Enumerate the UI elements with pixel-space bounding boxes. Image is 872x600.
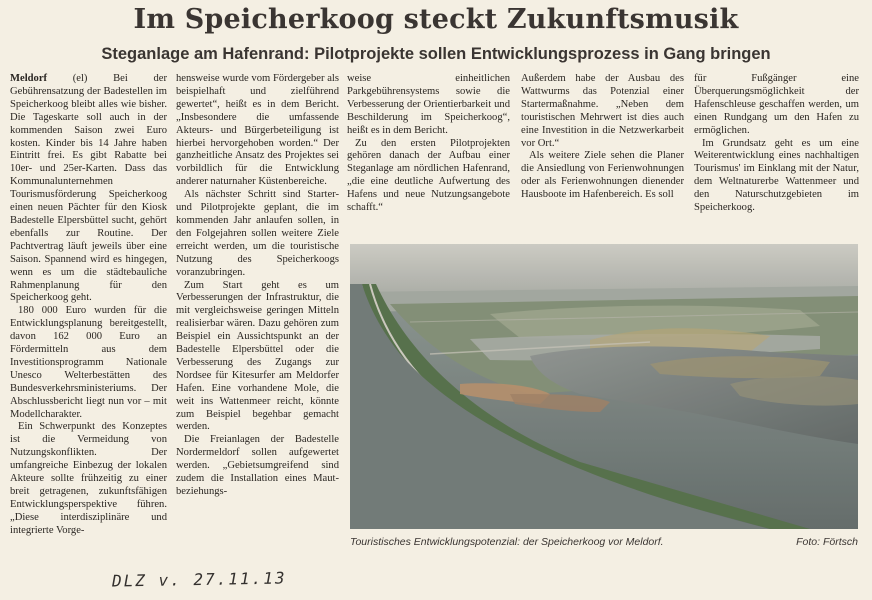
article-paragraph: Zu den ersten Pilotprojekten gehören danach der Aufbau einer Steganlage am nördlichen Hafenrand, „die eine deutliche Aufwertung des Hafens und neue Nutzungsangebote schafft.“ xyxy=(347,137,510,214)
article-paragraph: Ein Schwerpunkt des Konzeptes ist die Vermeidung von Nutzungskonflikten. Der umfangreiche Einbezug der lokalen Akteure sollte frühzeitig zu einer breit getragenen, zukunftsfähigen Entwicklungsperspektive führen. „Diese interdisziplinäre und integrierte Vorge- xyxy=(10,421,167,536)
article-paragraph: Im Grundsatz geht es um eine Weiterentwicklung eines nachhaltigen Tourismus' im Einklang mit der Natur, dem Weltnaturerbe Wattenmeer und den Naturschutzgebieten im Speicherkoog. xyxy=(694,137,859,214)
article-paragraph: Die Freianlagen der Badestelle Nordermeldorf sollen aufgewertet werden. „Gebietsumgreifend sind zudem die Installation eines Maut- beziehungs- xyxy=(176,434,339,497)
article-paragraph: Außerdem habe der Ausbau des Wattwurms das Potenzial einer Startermaßnahme. „Neben dem touristischen Mehrwert ist dies auch eine Investition in die Netzwerkarbeit vor Ort.“ xyxy=(521,73,684,149)
article-paragraph: Als weitere Ziele sehen die Planer die Ansiedlung von Ferienwohnungen oder als Ferienwohnungen dienender Hausboote im Hafenbereich. Es soll xyxy=(521,150,684,201)
article-paragraph: für Fußgänger eine Überquerungsmöglichkeit der Hafenschleuse geschaffen werden, um einen Rundgang um den Hafen zu ermöglichen. xyxy=(694,73,859,136)
photo-caption xyxy=(350,536,858,548)
subheadline: Steganlage am Hafenrand: Pilotprojekte sollen Entwicklungsprozess in Gang bringen xyxy=(101,45,771,63)
photo-credit: Foto: Förtsch xyxy=(796,536,858,548)
aerial-photo-image xyxy=(350,244,858,529)
dateline: Meldorf xyxy=(10,73,48,84)
caption-text: Touristisches Entwicklungspotenzial: der Speicherkoog vor Meldorf. xyxy=(350,536,664,548)
article-column-3 xyxy=(347,73,510,239)
article-paragraph: Als nächster Schritt sind Starter- und Pilotprojekte geplant, die im kommenden Jahr anlaufen sollen, in den Folgejahren sollen weitere Ziele erreicht werden, um die touristische Nutzung des Speicherkoogs voranzubringen. xyxy=(176,189,339,278)
article-column-2 xyxy=(176,73,339,563)
paragraph-text: (el) Bei der Gebührensatzung der Badestellen im Speicherkoog bleibt alles wie bisher. Die Tageskarte soll auch in der kommenden Saison zwei Euro kosten. Kinder bis 14 Jahre haben Eintritt frei. Es gibt Rabatte bei 10er- und 25er-Karten. Dass das Kommunalunternehmen Tourismusförderung Speicherkoog einen neuen Pächter für den Kiosk Badestelle Elpersbüttel sucht, gehört ebenfalls zur Routine. Der Pachtvertrag läuft jeweils über eine Saison. Spannend wird es hingegen, wenn es um die städtebauliche Rahmenplanung für den Speicherkoog geht. xyxy=(10,73,167,304)
aerial-photo-speicherkoog xyxy=(350,244,858,529)
article-paragraph: Zum Start geht es um Verbesserungen der Infrastruktur, die mit vergleichsweise geringen Mitteln realisierbar wären. Dazu gehören zum Beispiel ein Aussichtspunkt an der Badestelle Elpersbüttel oder die Verbesserung des Zugangs zur Nordsee für Kitesurfer am Meldorfer Hafen. Eine vorhandene Mole, die weit ins Wattenmeer reicht, könnte zum Beispiel begehbar gemacht werden. xyxy=(176,279,339,433)
article-paragraph: 180 000 Euro wurden für die Entwicklungsplanung bereitgestellt, davon 162 000 Euro an Fördermitteln aus dem Investitionsprogramm Nationale Unesco Welterbestätten des Bundesverkehrsministeriums. Der Abschlussbericht liegt nun vor – mit Modellcharakter. xyxy=(10,305,167,420)
article-column-5 xyxy=(694,73,859,239)
article-column-1 xyxy=(10,73,167,563)
handwritten-source-note: DLZ v. 27.11.13 xyxy=(111,568,287,591)
article-paragraph xyxy=(10,73,167,305)
article-column-4 xyxy=(521,73,684,239)
headline: Im Speicherkoog steckt Zukunftsmusik xyxy=(133,4,739,35)
article-paragraph: hensweise wurde vom Fördergeber als beispielhaft und zielführend gewertet“, heißt es in dem Bericht. „Insbesondere die umfassende Akteurs- und Bürgerbeteiligung ist hierbei hervorgehoben worden.“ Der ganzheitliche Ansatz des Projektes sei vorbildlich für die Entwicklung anderer naturnaher Küstenbereiche. xyxy=(176,73,339,188)
article-paragraph: weise einheitlichen Parkgebührensystems sowie die Verbesserung der Orientierbarkeit und Beschilderung im Speicherkoog“, heißt es in dem Bericht. xyxy=(347,73,510,136)
